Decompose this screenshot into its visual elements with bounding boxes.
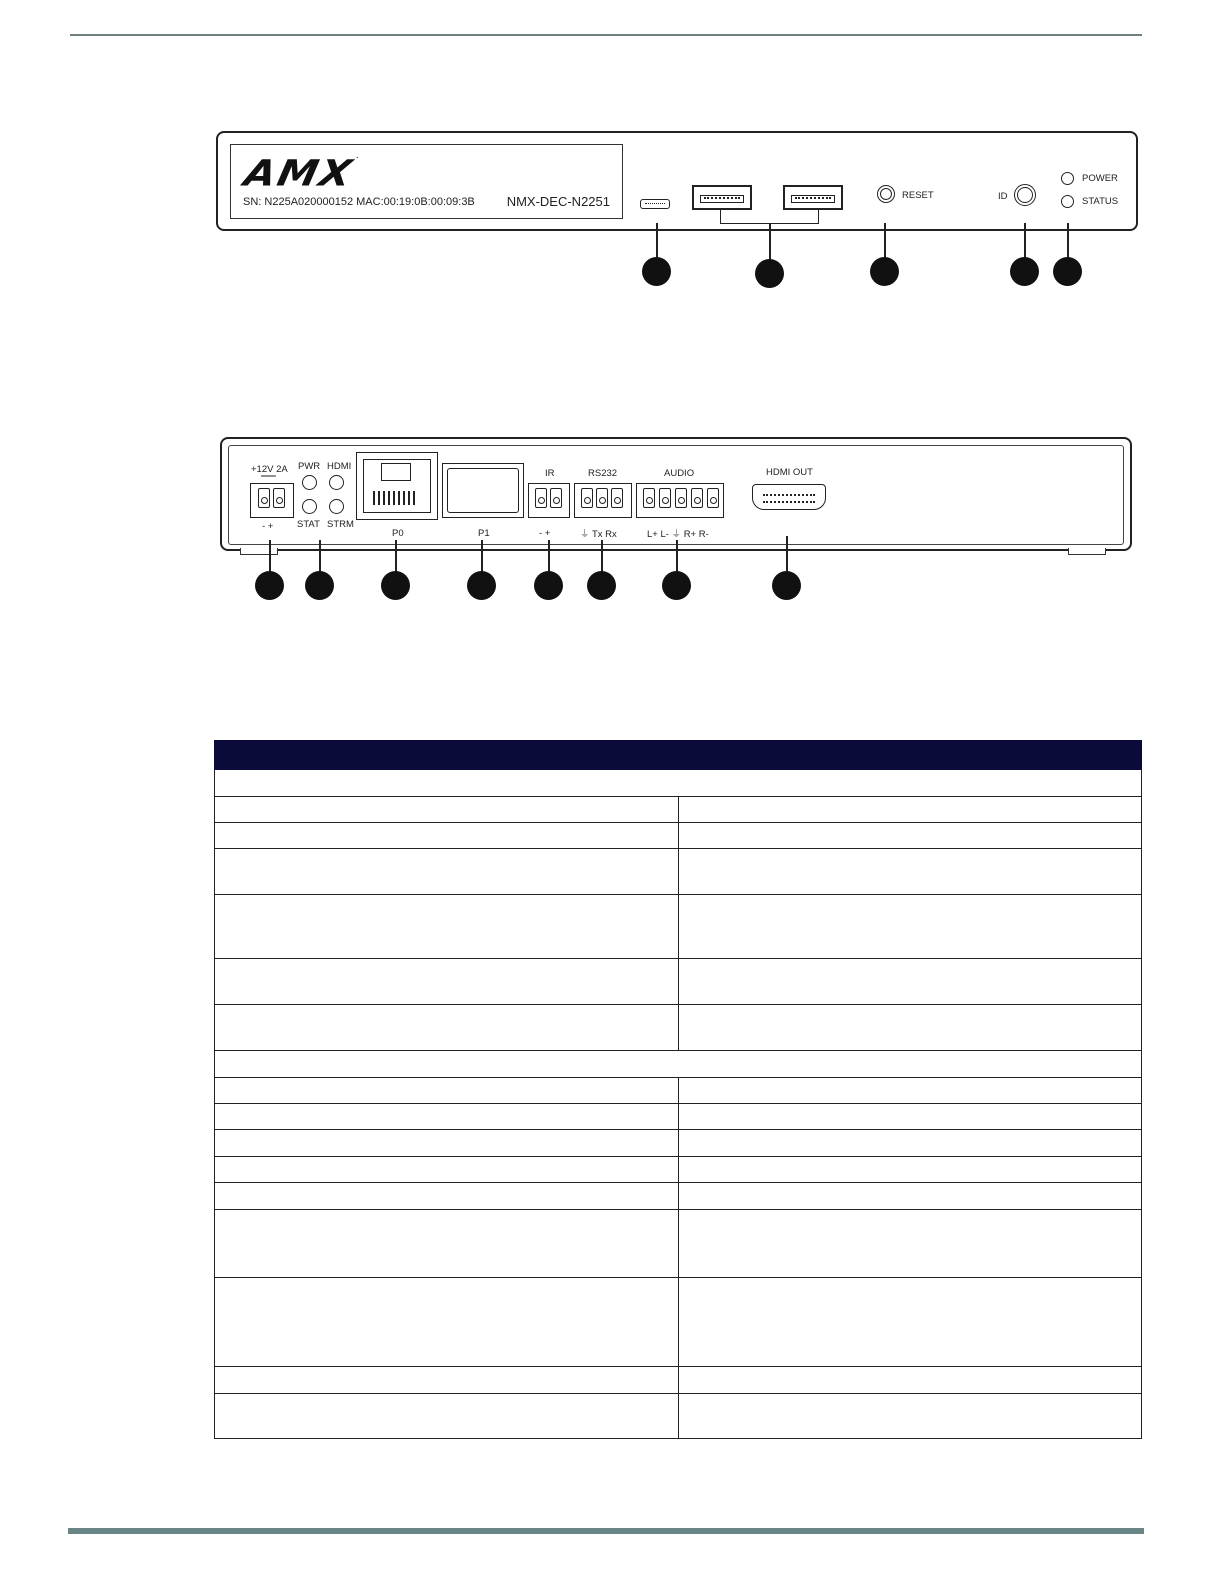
footer-rule [68, 1528, 1144, 1534]
callout-leader [269, 540, 271, 572]
terminal-pin [643, 488, 655, 508]
terminal-pin [691, 488, 703, 508]
terminal-pin [581, 488, 593, 508]
ir-terminal [528, 483, 570, 518]
callout-marker [381, 571, 410, 600]
callout-marker [534, 571, 563, 600]
callout-marker [1010, 257, 1039, 286]
power-input-label: +12V 2A [251, 464, 288, 475]
terminal-pin [535, 488, 547, 508]
callout-leader [676, 540, 678, 572]
table-row [215, 959, 1142, 1005]
reset-label: RESET [902, 190, 934, 201]
callout-marker [587, 571, 616, 600]
stat-led [302, 499, 317, 514]
callout-marker [642, 257, 671, 286]
rear-panel-illustration [220, 437, 1132, 551]
hdmi-out-label: HDMI OUT [766, 467, 813, 478]
model-number: NMX-DEC-N2251 [506, 194, 610, 209]
callout-marker [772, 571, 801, 600]
callout-marker [255, 571, 284, 600]
pwr-led [302, 475, 317, 490]
section-row [215, 1051, 1142, 1078]
callout-leader [884, 223, 886, 259]
audio-pin-labels: L+ L- ⏚ R+ R- [647, 529, 709, 540]
power-terminal [250, 483, 294, 518]
usb-port-1 [692, 185, 752, 210]
p1-sfp-port [442, 463, 524, 518]
pwr-led-label: PWR [298, 461, 321, 472]
table-row [215, 823, 1142, 849]
ir-label: IR [545, 468, 555, 479]
status-led [1061, 195, 1074, 208]
callout-leader [1067, 223, 1069, 259]
stat-led-label: STAT [297, 519, 320, 530]
callout-marker [870, 257, 899, 286]
rs232-pin-labels: ⏚ Tx Rx [580, 529, 617, 540]
audio-terminal [636, 483, 724, 518]
p1-label: P1 [478, 528, 490, 539]
table-row [215, 1005, 1142, 1051]
table-row [215, 1210, 1142, 1278]
strm-led [329, 499, 344, 514]
table-row [215, 1278, 1142, 1367]
id-button [1014, 184, 1036, 206]
usb-port-2 [783, 185, 843, 210]
callout-leader [769, 223, 771, 261]
table-row [215, 1104, 1142, 1130]
section-row [215, 770, 1142, 797]
p0-label: P0 [392, 528, 404, 539]
terminal-pin [258, 488, 270, 508]
callout-leader [319, 540, 321, 572]
id-label: ID [998, 191, 1008, 202]
power-pin-labels: - + [262, 521, 274, 532]
table-row [215, 1394, 1142, 1439]
callout-leader [656, 223, 658, 259]
power-led [1061, 172, 1074, 185]
panel-foot [1068, 548, 1106, 555]
callout-leader [395, 540, 397, 572]
table-row [215, 1078, 1142, 1104]
terminal-pin [675, 488, 687, 508]
p0-ethernet-port [356, 452, 438, 520]
callout-marker [1053, 257, 1082, 286]
terminal-pin [707, 488, 719, 508]
hdmi-led [329, 475, 344, 490]
terminal-pin [550, 488, 562, 508]
status-label: STATUS [1082, 196, 1119, 207]
table-row [215, 1183, 1142, 1210]
strm-led-label: STRM [327, 519, 354, 530]
table-row [215, 895, 1142, 959]
table-header [215, 741, 1142, 770]
header-rule [70, 34, 1142, 36]
table-row [215, 1367, 1142, 1394]
table-row [215, 1157, 1142, 1183]
callout-marker [755, 259, 784, 288]
usb-bracket [720, 209, 819, 224]
terminal-pin [611, 488, 623, 508]
callout-leader [548, 540, 550, 572]
rs232-terminal [574, 483, 632, 518]
power-label: POWER [1082, 173, 1118, 184]
callout-marker [662, 571, 691, 600]
rs232-label: RS232 [588, 468, 618, 479]
ir-pin-labels: - + [539, 528, 551, 539]
callout-leader [1024, 223, 1026, 259]
callout-leader [786, 536, 788, 572]
dc-symbol: ═══ [261, 473, 276, 480]
callout-leader [601, 540, 603, 572]
panel-foot [240, 548, 278, 555]
reset-button [877, 185, 895, 203]
front-panel-illustration [216, 131, 1138, 231]
table-row [215, 849, 1142, 895]
table-row [215, 797, 1142, 823]
terminal-pin [659, 488, 671, 508]
hdmi-out-port [752, 484, 826, 510]
terminal-pin [273, 488, 285, 508]
callout-marker [467, 571, 496, 600]
callout-leader [481, 540, 483, 572]
table-header-row [215, 741, 1142, 770]
terminal-pin [596, 488, 608, 508]
table-row [215, 1130, 1142, 1157]
audio-label: AUDIO [664, 468, 695, 479]
serial-mac-text: SN: N225A020000152 MAC:00:19:0B:00:09:3B [243, 196, 475, 208]
amx-logo: AMX. [240, 153, 362, 195]
product-label [230, 144, 623, 219]
hdmi-led-label: HDMI [327, 461, 352, 472]
callout-marker [305, 571, 334, 600]
micro-usb-port [640, 199, 670, 209]
specifications-table [214, 740, 1142, 1439]
